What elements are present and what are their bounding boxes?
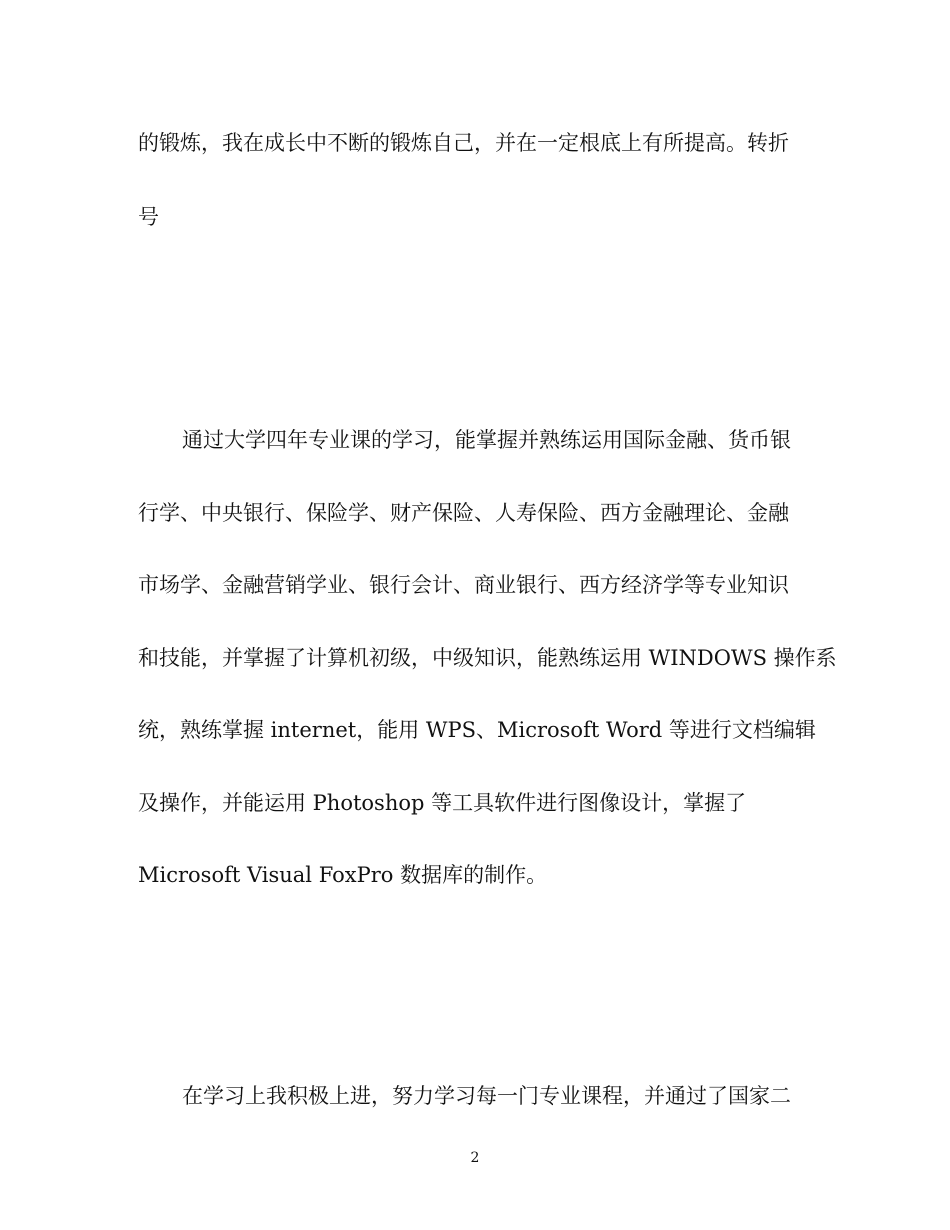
paragraph-1-line-2: 号 <box>138 205 159 229</box>
paragraph-2-line-7: Microsoft Visual FoxPro 数据库的制作。 <box>138 863 548 887</box>
paragraph-2-line-5: 统，熟练掌握 internet，能用 WPS、Microsoft Word 等进行文档编辑 <box>138 718 816 742</box>
paragraph-2-line-6: 及操作，并能运用 Photoshop 等工具软件进行图像设计，掌握了 <box>138 791 747 815</box>
page-number: 2 <box>470 1150 480 1166</box>
paragraph-2-line-2: 行学、中央银行、保险学、财产保险、人寿保险、西方金融理论、金融 <box>138 501 789 525</box>
paragraph-2-line-3: 市场学、金融营销学业、银行会计、商业银行、西方经济学等专业知识 <box>138 573 789 597</box>
paragraph-2-line-1: 通过大学四年专业课的学习，能掌握并熟练运用国际金融、货币银 <box>182 428 791 452</box>
paragraph-3-line-1: 在学习上我积极上进，努力学习每一门专业课程，并通过了国家二 <box>182 1084 791 1108</box>
paragraph-2-line-4: 和技能，并掌握了计算机初级，中级知识，能熟练运用 WINDOWS 操作系 <box>138 646 837 670</box>
paragraph-1-line-1: 的锻炼，我在成长中不断的锻炼自己，并在一定根底上有所提高。转折 <box>138 131 789 155</box>
